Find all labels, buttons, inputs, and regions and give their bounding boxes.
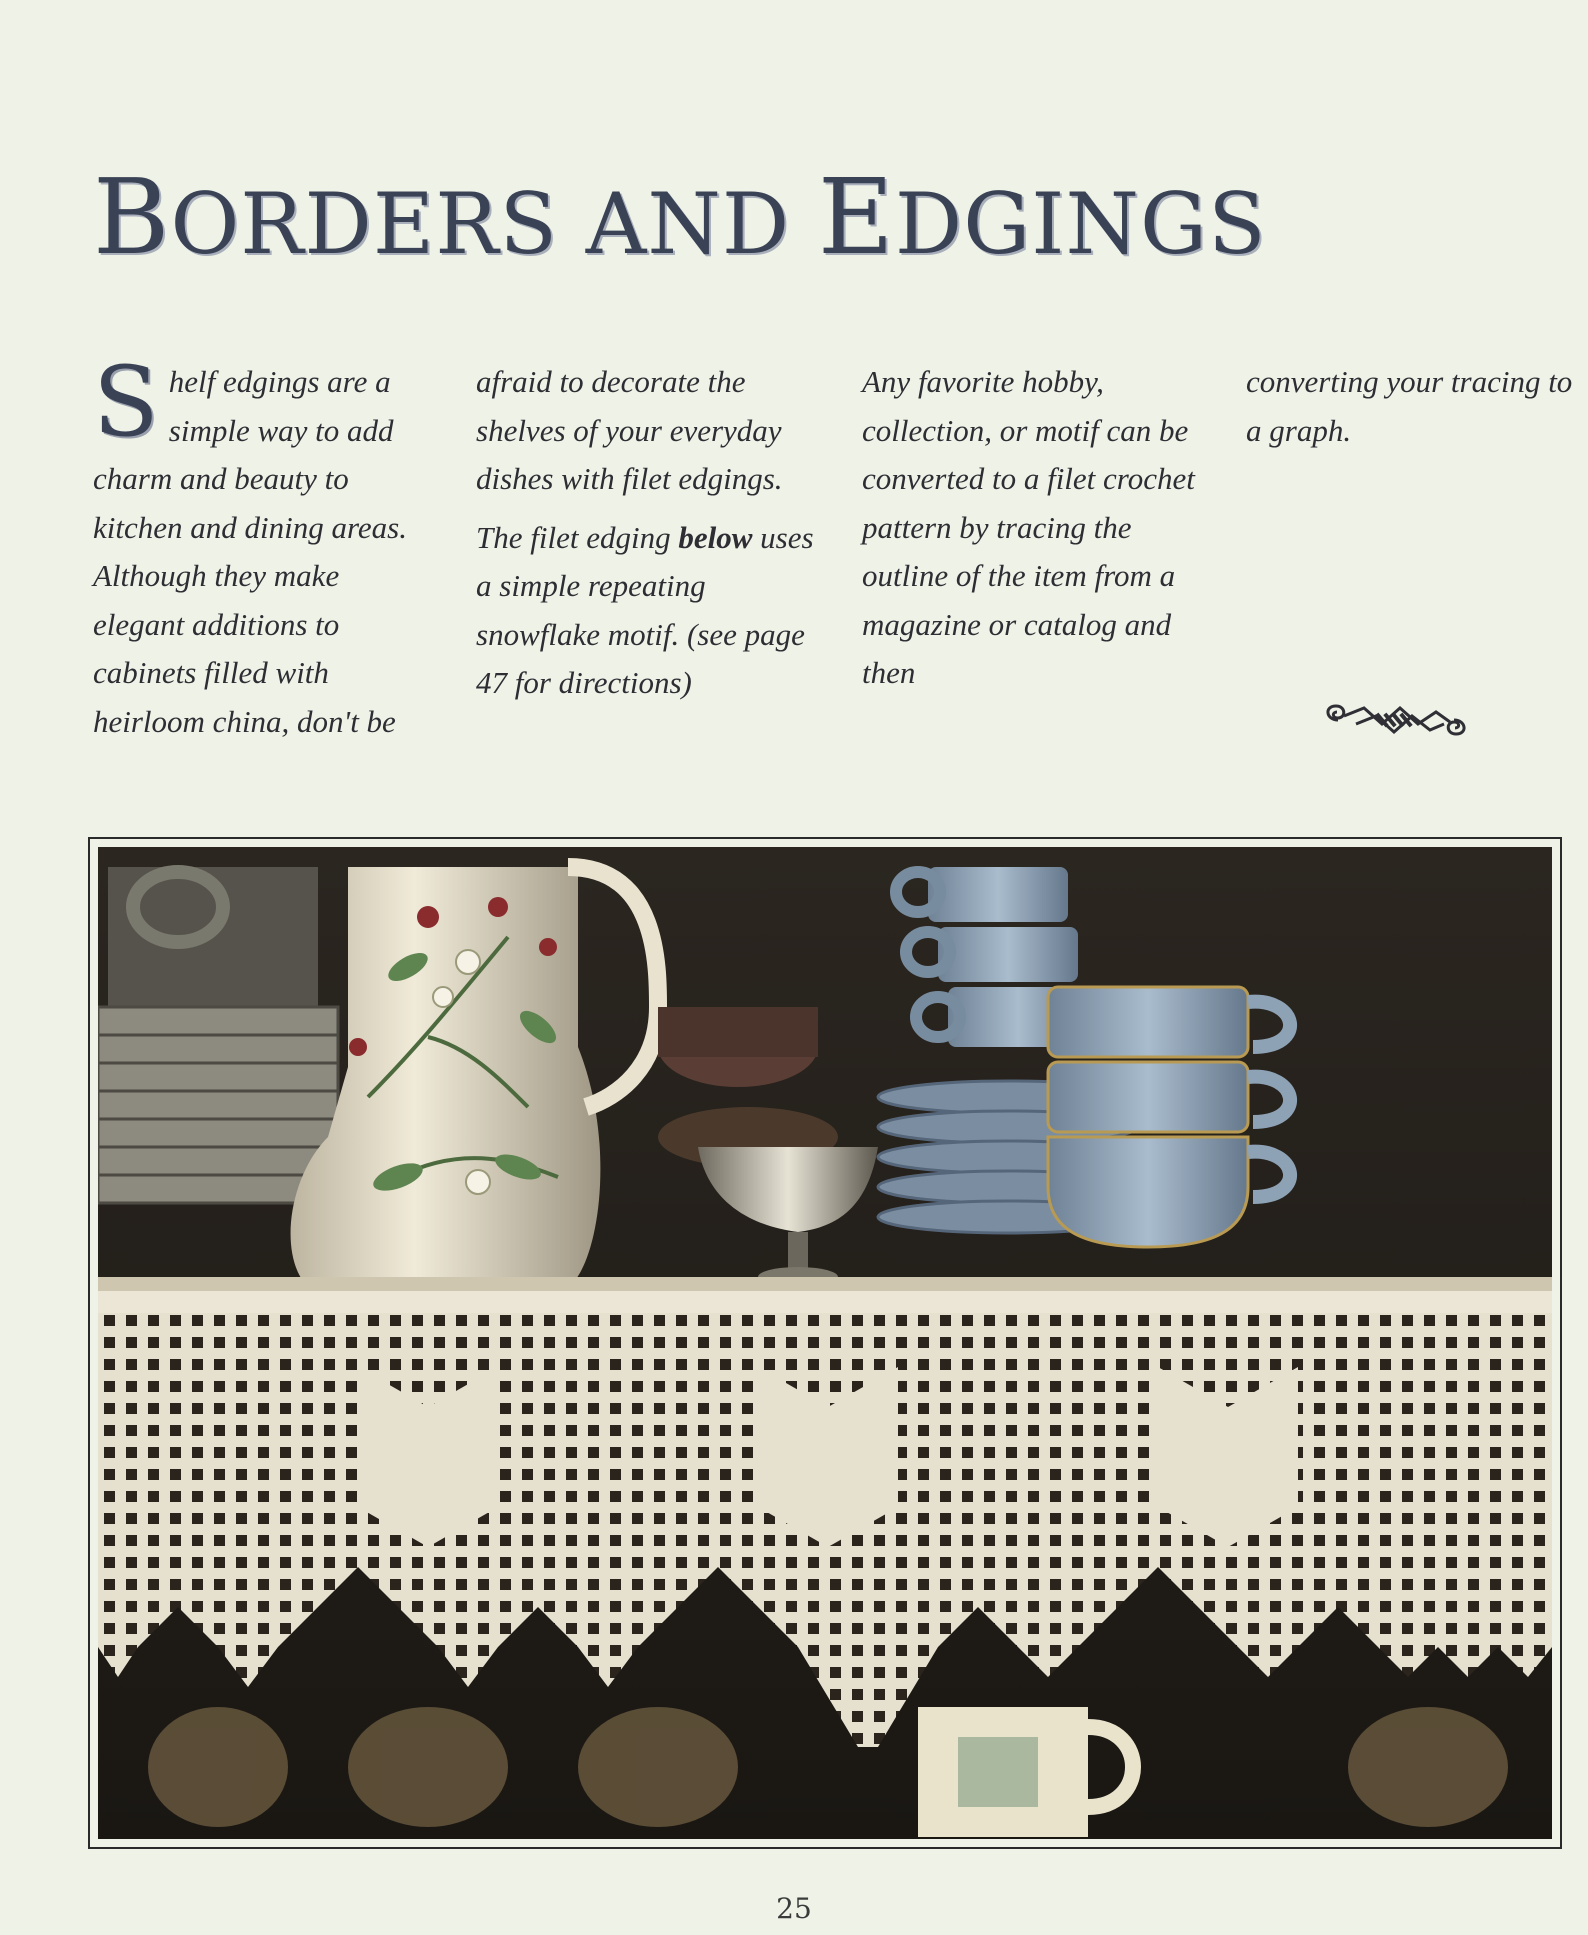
title-cap-2: E: [817, 156, 895, 279]
text-column-4: [1246, 358, 1576, 465]
text-column-2: [476, 358, 816, 718]
title-rest-1: ORDERS AND: [170, 175, 818, 274]
para2-bold: below: [678, 519, 753, 555]
column-4-text: converting your tracing to a graph.: [1246, 364, 1573, 448]
text-column-1: [93, 346, 433, 756]
title-cap-1: B: [93, 156, 171, 279]
photo-frame: [88, 837, 1562, 1849]
column-2-paragraph-1: afraid to decorate the shelves of your everyday dishes with filet edgings.: [476, 364, 783, 496]
page-title: [93, 156, 1267, 278]
crochet-shelf-edging-photo: [98, 847, 1552, 1839]
scroll-ornament-icon: [1316, 694, 1476, 744]
para2-end: uses a simple repeating snowflake motif. (see page 47 for directions): [476, 519, 814, 700]
column-3-text: Any favorite hobby, collection, or motif can be converted to a filet crochet pattern by tracing the outline of the item from a magazine or catalog and then: [862, 364, 1195, 690]
column-1-text: helf edgings are a simple way to add charm and beauty to kitchen and dining areas. Although they make elegant additions to cabinets filled with heirloom china, don't be: [93, 364, 407, 739]
title-rest-2: DGINGS: [894, 175, 1267, 274]
drop-cap: S: [93, 346, 159, 458]
para2-start: The filet edging: [476, 519, 679, 555]
column-2-paragraph-2: [476, 514, 816, 708]
page-number: 25: [776, 1892, 812, 1925]
text-column-3: [862, 358, 1202, 708]
